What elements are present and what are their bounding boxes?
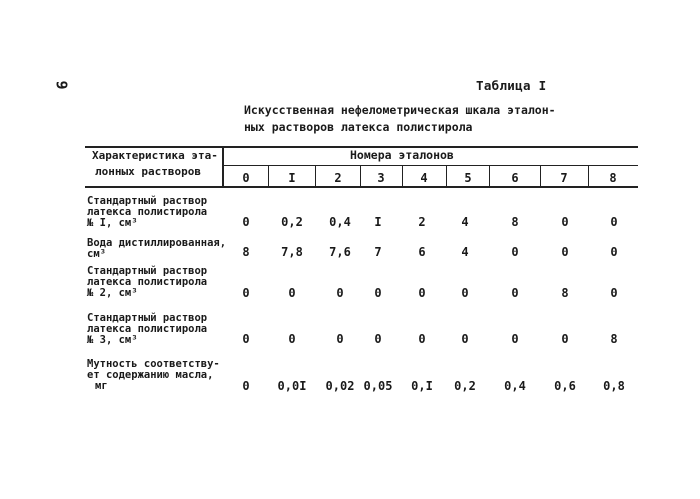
table-label: Таблица I — [476, 78, 547, 93]
column-divider — [588, 166, 589, 186]
column-number: 4 — [420, 171, 428, 185]
table-cell: 0,4 — [329, 215, 351, 229]
table-cell: 0 — [374, 332, 382, 346]
table-cell: 0 — [242, 286, 250, 300]
table-cell: 0,05 — [363, 379, 393, 393]
column-number: 6 — [511, 171, 519, 185]
table-cell: 0,I — [411, 379, 433, 393]
table-cell: I — [374, 215, 382, 229]
column-number: 8 — [609, 171, 617, 185]
table-cell: 0 — [242, 379, 250, 393]
table-caption — [244, 102, 564, 136]
table-cell: 0 — [374, 286, 382, 300]
table-cell: 0,2 — [281, 215, 303, 229]
header-standard-numbers: Номера эталонов — [350, 148, 454, 162]
row-label-line: Стандартный раствор — [87, 195, 208, 207]
table-cell: 7,6 — [329, 245, 351, 259]
column-divider — [540, 166, 541, 186]
column-number: 2 — [334, 171, 342, 185]
caption-line: Искусственная нефелометрическая шкала эталон- — [244, 103, 556, 117]
column-divider — [402, 166, 403, 186]
table-cell: 0 — [561, 245, 569, 259]
row-label — [87, 238, 235, 260]
table-cell: 0,6 — [554, 379, 576, 393]
header-line: лонных растворов — [95, 165, 201, 178]
table-cell: 0 — [336, 332, 344, 346]
table-cell: 0 — [511, 332, 519, 346]
column-divider — [315, 166, 316, 186]
table-cell: 8 — [561, 286, 569, 300]
row-label-line: латекса полистирола — [87, 206, 208, 218]
table-cell: 0 — [511, 245, 519, 259]
table-cell: 0 — [561, 215, 569, 229]
column-number: I — [288, 171, 296, 185]
table-cell: 0 — [418, 332, 426, 346]
header-line: Характеристика эта- — [92, 149, 218, 162]
table-cell: 0 — [418, 286, 426, 300]
table-cell: 6 — [418, 245, 426, 259]
column-number: 5 — [464, 171, 472, 185]
row-label-line: латекса полистирола — [87, 276, 208, 288]
table-cell: 0,4 — [504, 379, 526, 393]
table-cell: 7 — [374, 245, 382, 259]
row-label — [87, 196, 235, 229]
row-label-line: Стандартный раствор — [87, 312, 208, 324]
row-label-line: Стандартный раствор — [87, 265, 208, 277]
table-cell: 0 — [242, 215, 250, 229]
table-cell: 0,02 — [325, 379, 355, 393]
row-label-line: ет содержанию масла, — [87, 369, 214, 381]
table-cell: 8 — [610, 332, 618, 346]
row-label-line: Мутность соответству- — [87, 358, 220, 370]
column-divider — [360, 166, 361, 186]
row-label — [87, 359, 235, 392]
row-label-line: см³ — [87, 248, 106, 260]
header-characteristic — [92, 148, 227, 180]
row-label-line: латекса полистирола — [87, 323, 208, 335]
column-divider — [268, 166, 269, 186]
table-cell: 0,0I — [277, 379, 307, 393]
row-label — [87, 266, 235, 299]
row-label-line: № I, см³ — [87, 217, 138, 229]
column-divider — [446, 166, 447, 186]
table-cell: 2 — [418, 215, 426, 229]
column-number: 7 — [560, 171, 568, 185]
column-number: 0 — [242, 171, 250, 185]
table-cell: 7,8 — [281, 245, 303, 259]
column-divider — [489, 166, 490, 186]
table-cell: 0 — [610, 245, 618, 259]
table-cell: 0 — [336, 286, 344, 300]
row-label — [87, 313, 235, 346]
subheader-rule — [222, 165, 638, 166]
page-number: 9 — [52, 80, 71, 90]
table-cell: 0 — [610, 215, 618, 229]
table-cell: 0 — [561, 332, 569, 346]
table-cell: 0 — [461, 332, 469, 346]
row-label-line: № 3, см³ — [87, 334, 138, 346]
table-cell: 0,8 — [603, 379, 625, 393]
table-cell: 0 — [511, 286, 519, 300]
caption-line: ных растворов латекса полистирола — [244, 120, 473, 134]
row-label-line: мг — [95, 380, 108, 392]
table-cell: 8 — [242, 245, 250, 259]
row-label-line: № 2, см³ — [87, 287, 138, 299]
row-label-line: Вода дистиллированная, — [87, 237, 227, 249]
table-cell: 0 — [288, 332, 296, 346]
table-cell: 4 — [461, 215, 469, 229]
header-bottom-rule — [85, 186, 638, 188]
table-cell: 8 — [511, 215, 519, 229]
table-cell: 0 — [610, 286, 618, 300]
table-cell: 0,2 — [454, 379, 476, 393]
table-cell: 0 — [461, 286, 469, 300]
table-cell: 0 — [242, 332, 250, 346]
table-cell: 4 — [461, 245, 469, 259]
table-cell: 0 — [288, 286, 296, 300]
column-number: 3 — [377, 171, 385, 185]
